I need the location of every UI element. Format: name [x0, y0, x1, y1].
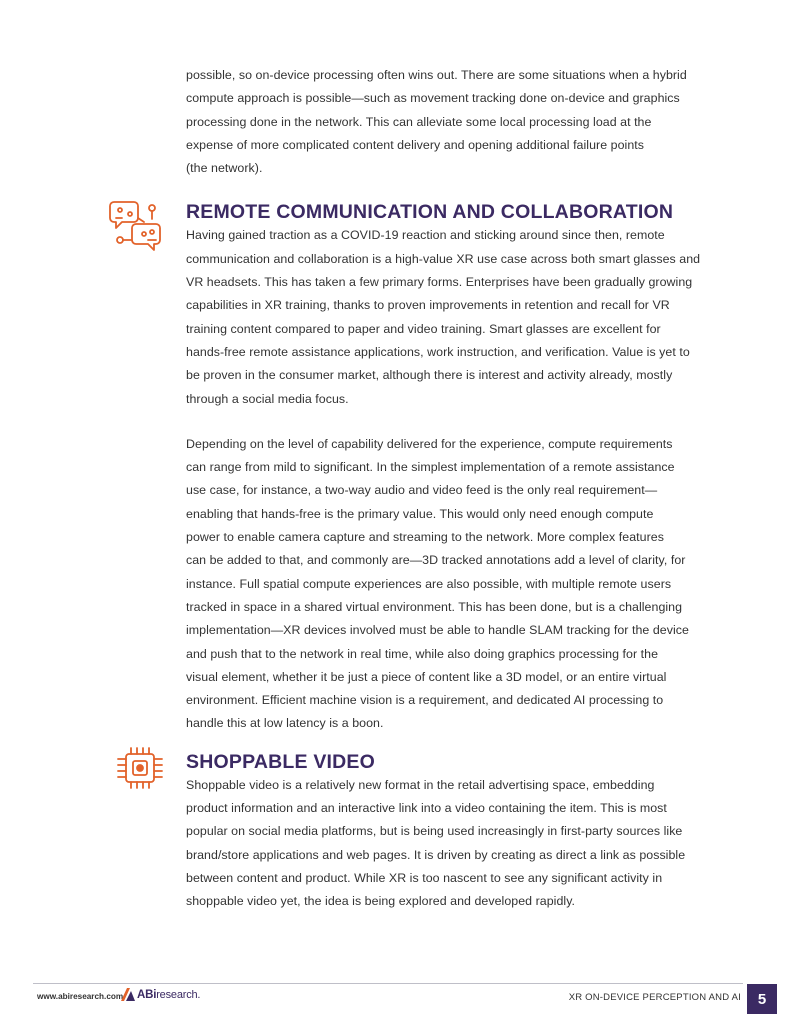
page-number: 5 [747, 984, 777, 1014]
section-paragraph [186, 774, 754, 914]
paragraph-line: and push that to the network in real time, while also doing graphics processing for the [186, 646, 659, 661]
footer-report-title: XR ON-DEVICE PERCEPTION AND AI [568, 992, 741, 1003]
logo-abi-text: ABi [137, 988, 157, 1001]
chip-icon [114, 744, 166, 794]
paragraph-line: Shoppable video is a relatively new format in the retail advertising space, embedding [186, 777, 655, 792]
intro-line: (the network). [186, 161, 263, 176]
section-paragraph [186, 433, 754, 736]
paragraph-line: implementation—XR devices involved must be able to handle SLAM tracking for the device [186, 623, 689, 638]
abi-logo-icon [121, 988, 135, 1001]
paragraph-line: tracked in space in a shared virtual environment. This has been done, but is a challenging [186, 599, 683, 614]
paragraph-line: product information and an interactive link into a video containing the item. This is most [186, 801, 667, 816]
paragraph-line: shoppable video yet, the idea is being explored and developed rapidly. [186, 894, 576, 909]
paragraph-line: visual element, whether it be just a piece of content like a 3D model, or an entire virtual [186, 669, 667, 684]
paragraph-line: power to enable camera capture and streaming to the network. More complex features [186, 530, 664, 545]
paragraph-line: capabilities in XR training, thanks to proven improvements in retention and recall for VR [186, 298, 670, 313]
paragraph-line: popular on social media platforms, but is being used increasingly in first-party sources like [186, 824, 683, 839]
paragraph-line: between content and product. While XR is too nascent to see any significant activity in [186, 870, 663, 885]
paragraph-line: Depending on the level of capability delivered for the experience, compute requirements [186, 436, 673, 451]
section-heading: SHOPPABLE VIDEO [186, 750, 376, 773]
footer-url-link[interactable]: www.abiresearch.com [37, 992, 124, 1001]
footer-divider [33, 983, 743, 984]
paragraph-line: communication and collaboration is a high-value XR use case across both smart glasses and [186, 251, 701, 266]
paragraph-line: enabling that hands-free is the primary value. This would only need enough compute [186, 506, 654, 521]
paragraph-line: through a social media focus. [186, 391, 349, 406]
intro-line: expense of more complicated content delivery and opening additional failure points [186, 137, 645, 152]
paragraph-line: be proven in the consumer market, although there is interest and activity already, mostly [186, 368, 673, 383]
paragraph-line: environment. Efficient machine vision is a requirement, and dedicated AI processing to [186, 693, 664, 708]
section-shoppable-video [186, 750, 754, 914]
paragraph-line: hands-free remote assistance applications, work instruction, and verification. Value is yet to [186, 344, 690, 359]
paragraph-line: brand/store applications and web pages. It is driven by creating as direct a link as possible [186, 847, 686, 862]
page-body [186, 64, 754, 914]
abi-research-logo [121, 988, 200, 1001]
logo-research-text: research. [156, 988, 201, 1001]
page-footer [0, 978, 791, 1024]
paragraph-line: Having gained traction as a COVID-19 reaction and sticking around since then, remote [186, 228, 665, 243]
paragraph-line: VR headsets. This has taken a few primary forms. Enterprises have been gradually growing [186, 275, 693, 290]
paragraph-line: training content compared to paper and video training. Smart glasses are excellent for [186, 321, 661, 336]
paragraph-line: handle this at low latency is a boon. [186, 716, 384, 731]
intro-line: possible, so on-device processing often wins out. There are some situations when a hybrid [186, 68, 687, 82]
paragraph-line: use case, for instance, a two-way audio and video feed is the only real requirement— [186, 483, 658, 498]
intro-line: processing done in the network. This can alleviate some local processing load at the [186, 114, 652, 129]
section-paragraph [186, 224, 754, 410]
chat-bubbles-icon [108, 196, 166, 254]
paragraph-line: can range from mild to significant. In the simplest implementation of a remote assistance [186, 460, 675, 475]
section-heading: REMOTE COMMUNICATION AND COLLABORATION [186, 201, 674, 224]
intro-paragraph [186, 64, 754, 180]
paragraph-line: instance. Full spatial compute experiences are also possible, with multiple remote users [186, 576, 672, 591]
paragraph-line: can be added to that, and commonly are—3D tracked annotations add a level of clarity, for [186, 553, 686, 568]
intro-line: compute approach is possible—such as movement tracking done on-device and graphics [186, 91, 680, 106]
section-remote-communication [186, 200, 754, 735]
